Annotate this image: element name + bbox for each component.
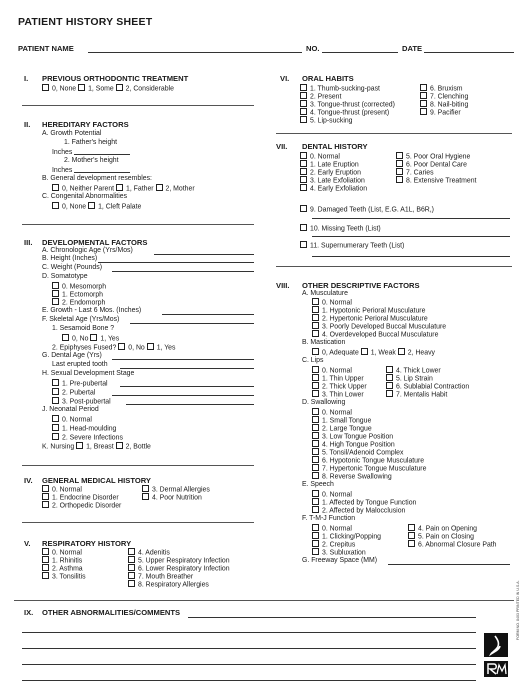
checkbox[interactable] [42, 556, 49, 563]
checkbox[interactable] [88, 202, 95, 209]
weight-field[interactable] [112, 271, 254, 272]
dental-age-field[interactable] [112, 359, 254, 360]
option-label: 0. Normal [62, 416, 92, 424]
option-label: 1. Late Eruption [310, 161, 359, 169]
supernumerary-teeth-field[interactable] [312, 256, 510, 257]
option-label: 8. Nail-biting [430, 101, 469, 109]
mothers-height-label: 2. Mother's height [64, 157, 119, 164]
option-label: 2. Orthopedic Disorder [52, 502, 122, 510]
option-label: 0. Normal [322, 299, 352, 307]
checkbox[interactable] [312, 366, 319, 373]
skeletal-age-field[interactable] [130, 323, 254, 324]
checkbox[interactable] [42, 564, 49, 571]
number-field[interactable] [322, 52, 398, 53]
option-label: 2, Considerable [125, 85, 174, 93]
section-4-number: IV. [24, 476, 33, 485]
comments-line[interactable] [188, 617, 476, 618]
option-label: 2, Mother [165, 185, 195, 193]
checkbox[interactable] [52, 415, 59, 422]
option-label: 2. Affected by Malocclusion [322, 507, 406, 515]
mastication-label: B. Mastication [302, 339, 346, 346]
option-label: 3. Poorly Developed Buccal Musculature [322, 323, 447, 331]
dental-age-label: G. Dental Age (Yrs) [42, 352, 102, 359]
supernumerary-teeth-option [300, 241, 404, 251]
checkbox[interactable] [312, 416, 319, 423]
option-label: 4. Adenitis [138, 549, 170, 557]
option-label: 1. Thin Upper [322, 375, 364, 383]
checkbox[interactable] [408, 532, 415, 539]
option-label: 0, No [72, 335, 89, 343]
checkbox[interactable] [42, 485, 49, 492]
option-label: 2. Large Tongue [322, 425, 372, 433]
section-3-number: III. [24, 238, 33, 247]
option-label: 3. Thin Lower [322, 391, 364, 399]
brand-logo [482, 632, 510, 680]
tmj-label: F. T-M-J Function [302, 515, 356, 522]
checkbox[interactable] [312, 540, 319, 547]
checkbox[interactable] [52, 282, 59, 289]
missing-teeth-field[interactable] [312, 236, 510, 237]
growth-field[interactable] [162, 314, 254, 315]
checkbox[interactable] [118, 343, 125, 350]
option-label: 2, Bottle [125, 443, 151, 451]
section-1-options [42, 84, 174, 94]
checkbox[interactable] [312, 314, 319, 321]
option-label: 0, No [128, 344, 145, 352]
checkbox[interactable] [312, 524, 319, 531]
epiphyses-label: 2. Epiphyses Fused? [52, 344, 117, 352]
option-label: 7. Mentalis Habit [396, 391, 448, 399]
checkbox[interactable] [156, 184, 163, 191]
checkbox[interactable] [42, 493, 49, 500]
option-label: 1. Affected by Tongue Function [322, 499, 417, 507]
checkbox[interactable] [128, 556, 135, 563]
checkbox[interactable] [312, 374, 319, 381]
checkbox[interactable] [420, 84, 427, 91]
neonatal-label: J. Neonatal Period [42, 406, 99, 413]
checkbox[interactable] [386, 374, 393, 381]
option-label: 0. Mesomorph [62, 283, 107, 291]
inches-text: Inches [52, 167, 73, 174]
option-label: 7. Hypertonic Tongue Musculature [322, 465, 427, 473]
checkbox[interactable] [300, 168, 307, 175]
tooth-logo-icon [482, 632, 510, 680]
checkbox[interactable] [128, 564, 135, 571]
checkbox[interactable] [42, 501, 49, 508]
section-7-title: DENTAL HISTORY [302, 142, 368, 151]
speech-label: E. Speech [302, 481, 334, 488]
checkbox[interactable] [386, 382, 393, 389]
section-8-number: VIII. [276, 281, 290, 290]
option-label: 2. Pubertal [62, 389, 96, 397]
option-label: 2, Heavy [407, 349, 435, 357]
damaged-teeth-option [300, 205, 434, 215]
checkbox[interactable] [52, 298, 59, 305]
checkbox[interactable] [312, 306, 319, 313]
respiratory-option [128, 580, 209, 590]
mastication-options [312, 348, 435, 358]
option-label: 1, Father [126, 185, 154, 193]
checkbox[interactable] [52, 388, 59, 395]
option-label: 1. Hypotonic Perioral Musculature [322, 307, 426, 315]
section-8-title: OTHER DESCRIPTIVE FACTORS [302, 281, 420, 290]
tmj-option [408, 540, 497, 550]
checkbox[interactable] [312, 322, 319, 329]
checkbox[interactable] [300, 184, 307, 191]
option-label: 1. Thumb-sucking-past [310, 85, 380, 93]
option-label: 6. Abnormal Closure Path [418, 541, 497, 549]
option-label: 4. Pain on Opening [418, 525, 477, 533]
swallowing-label: D. Swallowing [302, 399, 346, 406]
checkbox[interactable] [300, 205, 307, 212]
option-label: 6. Bruxism [430, 85, 463, 93]
option-label: 7. Caries [406, 169, 434, 177]
divider [22, 105, 254, 106]
patient-name-field[interactable] [88, 52, 302, 53]
checkbox[interactable] [76, 442, 83, 449]
section-9-title: OTHER ABNORMALITIES/COMMENTS [42, 608, 181, 617]
checkbox[interactable] [300, 224, 307, 231]
habit-option [300, 116, 353, 126]
date-field[interactable] [424, 52, 514, 53]
dental-option [300, 184, 367, 194]
option-label: 6. Hypotonic Tongue Musculature [322, 457, 425, 465]
form-title: PATIENT HISTORY SHEET [18, 16, 153, 28]
section-7-number: VII. [276, 142, 288, 151]
growth-potential-label: A. Growth Potential [42, 130, 102, 137]
option-label: 1. Clicking/Popping [322, 533, 381, 541]
checkbox[interactable] [312, 330, 319, 337]
option-label: 2. Thick Upper [322, 383, 367, 391]
option-label: 2. Hypertonic Perioral Musculature [322, 315, 428, 323]
divider [276, 133, 512, 134]
checkbox[interactable] [312, 424, 319, 431]
checkbox[interactable] [128, 580, 135, 587]
comments-line[interactable] [22, 632, 476, 633]
option-label: 0, None [62, 203, 87, 211]
fathers-height-label: 1. Father's height [64, 139, 118, 146]
checkbox[interactable] [312, 490, 319, 497]
section-5-title: RESPIRATORY HISTORY [42, 539, 132, 548]
checkbox[interactable] [62, 334, 69, 341]
checkbox[interactable] [300, 100, 307, 107]
checkbox[interactable] [116, 184, 123, 191]
option-label: 2. Endomorph [62, 299, 106, 307]
option-label: 0. Normal [322, 525, 352, 533]
sesamoid-label: 1. Sesamoid Bone ? [52, 325, 115, 332]
option-label: 1, Yes [156, 344, 176, 352]
option-label: 3. Low Tongue Position [322, 433, 394, 441]
option-label: 4. Poor Nutrition [152, 494, 202, 502]
option-label: 8. Extensive Treatment [406, 177, 477, 185]
option-label: 1, Some [88, 85, 114, 93]
last-erupted-label: Last erupted tooth [52, 361, 108, 368]
option-label: 0. Normal [322, 491, 352, 499]
option-label: 8. Respiratory Allergies [138, 581, 209, 589]
checkbox[interactable] [52, 202, 59, 209]
checkbox[interactable] [312, 448, 319, 455]
option-label: 3. Late Exfoliation [310, 177, 365, 185]
option-label: 1. Small Tongue [322, 417, 372, 425]
checkbox[interactable] [312, 382, 319, 389]
option-label: 3. Post-pubertal [62, 398, 111, 406]
checkbox[interactable] [386, 366, 393, 373]
checkbox[interactable] [42, 84, 49, 91]
option-label: 1, Cleft Palate [98, 203, 142, 211]
chronologic-age-label: A. Chronologic Age (Yrs/Mos) [42, 247, 133, 254]
checkbox[interactable] [300, 176, 307, 183]
section-1-title: PREVIOUS ORTHODONTIC TREATMENT [42, 74, 189, 83]
checkbox[interactable] [142, 485, 149, 492]
height-label: B. Height (Inches) [42, 255, 98, 262]
congenital-options [52, 202, 141, 212]
growth-label: E. Growth - Last 6 Mos. (Inches) [42, 307, 142, 314]
checkbox[interactable] [312, 440, 319, 447]
lips-label: C. Lips [302, 357, 324, 364]
option-label: 5. Lip Strain [396, 375, 433, 383]
checkbox[interactable] [52, 433, 59, 440]
damaged-teeth-field[interactable] [312, 218, 510, 219]
option-label: 1. Pre-pubertal [62, 380, 108, 388]
option-label: 0, Neither Parent [62, 185, 115, 193]
pre-pubertal-field[interactable] [120, 386, 254, 387]
checkbox[interactable] [312, 408, 319, 415]
option-label: 11. Supernumerary Teeth (List) [310, 242, 405, 250]
option-label: 0. Normal [52, 549, 82, 557]
option-label: 2. Asthma [52, 565, 83, 573]
somatotype-label: D. Somatotype [42, 273, 88, 280]
number-label: NO. [306, 44, 320, 53]
checkbox[interactable] [78, 84, 85, 91]
option-label: 5. Pain on Closing [418, 533, 474, 541]
nursing-row [42, 442, 151, 452]
divider [22, 465, 254, 466]
checkbox[interactable] [300, 160, 307, 167]
checkbox[interactable] [420, 100, 427, 107]
checkbox[interactable] [300, 108, 307, 115]
option-label: 1. Ectomorph [62, 291, 103, 299]
checkbox[interactable] [312, 548, 319, 555]
medical-option [142, 493, 202, 503]
patient-name-label: PATIENT NAME [18, 44, 74, 53]
checkbox[interactable] [52, 424, 59, 431]
post-pubertal-field[interactable] [126, 404, 254, 405]
option-label: 3. Tonsilitis [52, 573, 86, 581]
checkbox[interactable] [420, 108, 427, 115]
checkbox[interactable] [396, 176, 403, 183]
skeletal-age-label: F. Skeletal Age (Yrs/Mos) [42, 316, 120, 323]
checkbox[interactable] [52, 397, 59, 404]
respiratory-option [42, 572, 86, 582]
weight-label: C. Weight (Pounds) [42, 264, 103, 271]
option-label: 1. Endocrine Disorder [52, 494, 119, 502]
option-label: 0. Normal [310, 153, 340, 161]
form-number-text: FORM NO. 8403 PRINTED IN U.S.A. [516, 580, 520, 640]
checkbox[interactable] [398, 348, 405, 355]
section-2-title: HEREDITARY FACTORS [42, 120, 129, 129]
general-development-label: B. General development resembles: [42, 175, 152, 182]
option-label: 2. Early Eruption [310, 169, 361, 177]
freeway-space-label: G. Freeway Space (MM) [302, 557, 378, 564]
inches-label [52, 166, 130, 175]
pubertal-field[interactable] [112, 395, 254, 396]
last-erupted-field[interactable] [120, 368, 254, 369]
checkbox[interactable] [312, 390, 319, 397]
option-label: 1, Yes [100, 335, 120, 343]
checkbox[interactable] [142, 493, 149, 500]
checkbox[interactable] [300, 241, 307, 248]
checkbox[interactable] [116, 442, 123, 449]
option-label: 7. Clenching [430, 93, 469, 101]
congenital-label: C. Congenital Abnormalities [42, 193, 128, 200]
section-6-title: ORAL HABITS [302, 74, 354, 83]
option-label: 2. Crepitus [322, 541, 356, 549]
checkbox[interactable] [408, 540, 415, 547]
section-3-title: DEVELOPMENTAL FACTORS [42, 238, 148, 247]
freeway-space-field[interactable] [388, 564, 510, 565]
option-label: 1. Rhinitis [52, 557, 83, 565]
checkbox[interactable] [300, 152, 307, 159]
checkbox[interactable] [90, 334, 97, 341]
checkbox[interactable] [312, 348, 319, 355]
divider [14, 600, 514, 601]
checkbox[interactable] [42, 548, 49, 555]
checkbox[interactable] [128, 572, 135, 579]
checkbox[interactable] [396, 160, 403, 167]
checkbox[interactable] [52, 379, 59, 386]
option-label: 2. Present [310, 93, 342, 101]
option-label: 1, Breast [86, 443, 114, 451]
inches-text: Inches [52, 149, 73, 156]
checkbox[interactable] [300, 116, 307, 123]
option-label: 5. Tonsil/Adenoid Complex [322, 449, 404, 457]
lips-option [386, 390, 447, 400]
option-label: 4. Thick Lower [396, 367, 441, 375]
section-4-title: GENERAL MEDICAL HISTORY [42, 476, 151, 485]
section-9-number: IX. [24, 608, 34, 617]
option-label: 4. Tongue-thrust (present) [310, 109, 390, 117]
section-2-number: II. [24, 120, 31, 129]
nursing-label: K. Nursing [42, 443, 75, 451]
checkbox[interactable] [300, 92, 307, 99]
sexual-development-label: H. Sexual Development Stage [42, 370, 135, 377]
option-label: 0, None [52, 85, 77, 93]
checkbox[interactable] [386, 390, 393, 397]
option-label: 10. Missing Teeth (List) [310, 225, 381, 233]
checkbox[interactable] [312, 432, 319, 439]
option-label: 3. Tongue-thrust (corrected) [310, 101, 395, 109]
option-label: 2. Severe Infections [62, 434, 123, 442]
divider [276, 266, 512, 267]
option-label: 6. Sublabial Contraction [396, 383, 470, 391]
missing-teeth-option [300, 224, 381, 234]
option-label: 3. Subluxation [322, 549, 366, 557]
comments-line[interactable] [22, 648, 476, 649]
comments-line[interactable] [22, 664, 476, 665]
option-label: 1. Head-moulding [62, 425, 117, 433]
checkbox[interactable] [312, 298, 319, 305]
checkbox[interactable] [396, 168, 403, 175]
option-label: 0. Normal [322, 367, 352, 375]
checkbox[interactable] [420, 92, 427, 99]
fathers-height-field[interactable] [74, 148, 130, 155]
option-label: 0. Normal [322, 409, 352, 417]
option-label: 4. Overdeveloped Buccal Musculature [322, 331, 439, 339]
option-label: 7. Mouth Breather [138, 573, 194, 581]
option-label: 1, Weak [370, 349, 396, 357]
checkbox[interactable] [361, 348, 368, 355]
option-label: 0, Adequate [322, 349, 359, 357]
section-6-number: VI. [280, 74, 290, 83]
option-label: 9. Damaged Teeth (List, E.G. A1L, B6R,) [310, 206, 434, 214]
option-label: 8. Reverse Swallowing [322, 473, 392, 481]
checkbox[interactable] [312, 472, 319, 479]
option-label: 4. High Tongue Position [322, 441, 395, 449]
divider [22, 224, 254, 225]
dental-option [396, 176, 476, 186]
divider [22, 522, 254, 523]
section-1-number: I. [24, 74, 29, 83]
height-field[interactable] [98, 262, 254, 263]
habit-option [420, 108, 461, 118]
option-label: 4. Early Exfoliation [310, 185, 368, 193]
medical-option [42, 501, 121, 511]
checkbox[interactable] [312, 498, 319, 505]
checkbox[interactable] [52, 290, 59, 297]
inches-label [52, 148, 130, 157]
option-label: 5. Lip-sucking [310, 117, 353, 125]
option-label: 6. Poor Dental Care [406, 161, 467, 169]
option-label: 6. Lower Respiratory Infection [138, 565, 230, 573]
option-label: 0. Normal [52, 486, 82, 494]
checkbox[interactable] [128, 548, 135, 555]
checkbox[interactable] [312, 506, 319, 513]
section-5-number: V. [24, 539, 31, 548]
option-label: 5. Poor Oral Hygiene [406, 153, 471, 161]
checkbox[interactable] [312, 456, 319, 463]
checkbox[interactable] [312, 532, 319, 539]
chronologic-age-field[interactable] [154, 254, 254, 255]
checkbox[interactable] [408, 524, 415, 531]
option-label: 3. Dermal Allergies [152, 486, 210, 494]
date-label: DATE [402, 44, 423, 53]
checkbox[interactable] [396, 152, 403, 159]
option-label: 5. Upper Respiratory Infection [138, 557, 230, 565]
checkbox[interactable] [52, 184, 59, 191]
checkbox[interactable] [312, 464, 319, 471]
checkbox[interactable] [116, 84, 123, 91]
checkbox[interactable] [147, 343, 154, 350]
mothers-height-field[interactable] [74, 166, 130, 173]
option-label: 9. Pacifier [430, 109, 461, 117]
checkbox[interactable] [300, 84, 307, 91]
comments-line[interactable] [22, 680, 476, 681]
checkbox[interactable] [42, 572, 49, 579]
musculature-label: A. Musculature [302, 290, 348, 297]
